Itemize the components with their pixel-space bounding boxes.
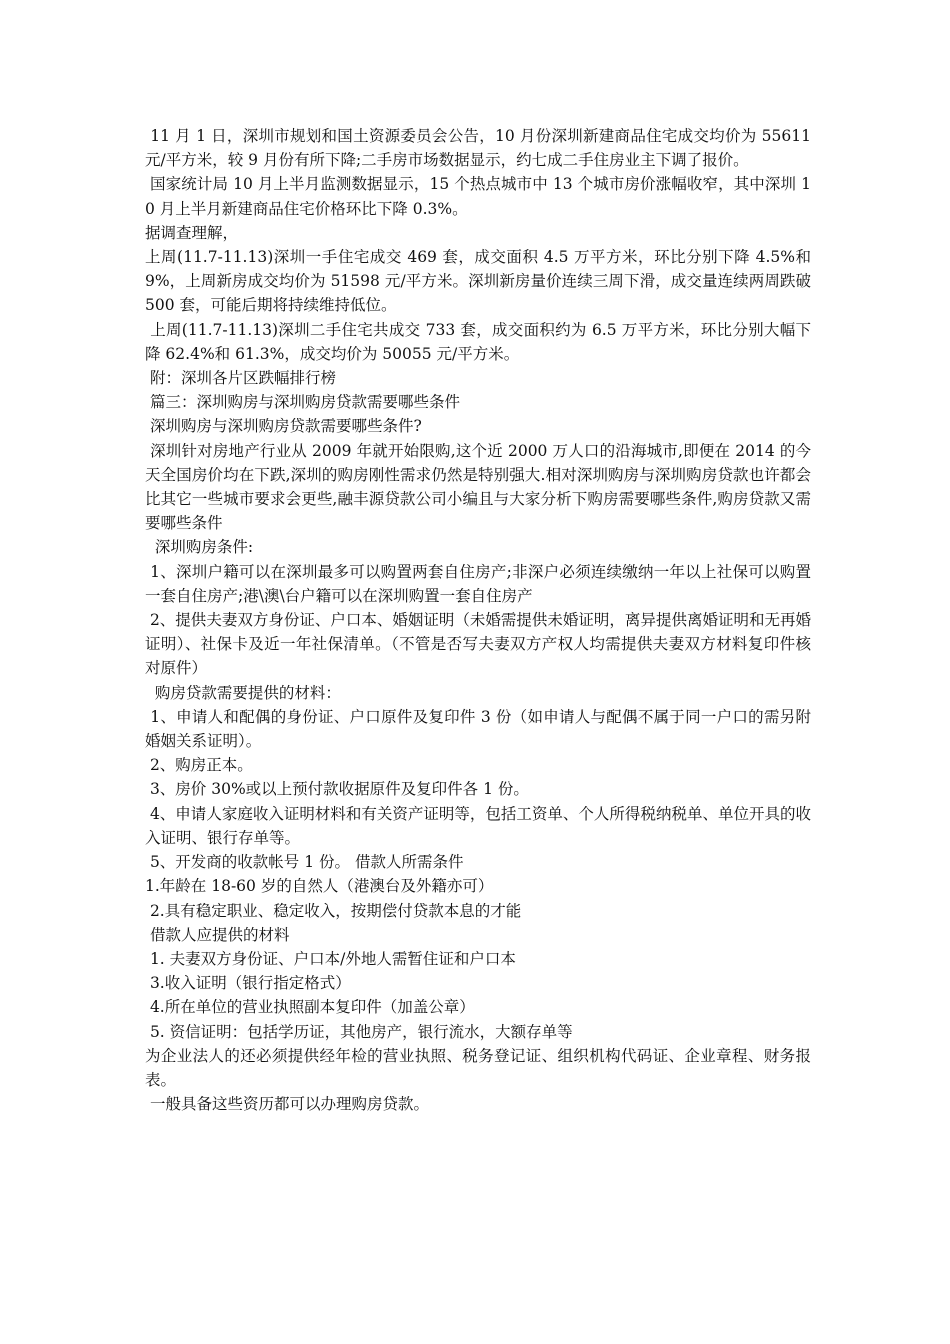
subheading: 深圳购房条件: — [145, 538, 254, 557]
paragraph: 据调查理解， — [145, 223, 239, 242]
list-item: 1、申请人和配偶的身份证、户口原件及复印件 3 份（如申请人与配偶不属于同一户口的需另附婚姻关系证明）。 — [145, 707, 811, 751]
list-item: 2.具有稳定职业、稳定收入，按期偿付贷款本息的才能 — [145, 901, 522, 920]
paragraph: 上周(11.7-11.13)深圳二手住宅共成交 733 套，成交面积约为 6.5 万平方米，环比分别大幅下降 62.4%和 61.3%，成交均价为 50055 元/平方米。 — [145, 320, 811, 363]
list-item: 4.所在单位的营业执照副本复印件（加盖公章） — [145, 998, 475, 1017]
paragraph: 一般具备这些资历都可以办理购房贷款。 — [145, 1095, 429, 1114]
section-heading: 篇三：深圳购房与深圳购房贷款需要哪些条件 — [145, 393, 460, 412]
list-item: 2、提供夫妻双方身份证、户口本、婚姻证明（未婚需提供未婚证明，离异提供离婚证明和无再婚证明）、社保卡及近一年社保清单。（不管是否写夫妻双方产权人均需提供夫妻双方材料复印件核对原件） — [145, 611, 811, 678]
list-item: 1、深圳户籍可以在深圳最多可以购置两套自住房产;非深户必须连续缴纳一年以上社保可以购置一套自住房产;港\澳\台户籍可以在深圳购置一套自住房产 — [145, 562, 811, 605]
paragraph: 深圳针对房地产行业从 2009 年就开始限购,这个近 2000 万人口的沿海城市,即便在 2014 的今天全国房价均在下跌,深圳的购房刚性需求仍然是特别强大.相对深圳购房与深圳购房贷款也许都会比其它一些城市要求会更些,融丰源贷款公司小编且与大家分析下购房需要哪些条件,购房贷款又需要哪些条件 — [145, 441, 811, 533]
list-item: 5. 资信证明：包括学历证，其他房产，银行流水，大额存单等 — [145, 1022, 573, 1041]
list-item: 1.年龄在 18-60 岁的自然人（港澳台及外籍亦可） — [145, 877, 494, 896]
paragraph: 附：深圳各片区跌幅排行榜 — [145, 369, 336, 388]
list-item: 3.收入证明（银行指定格式） — [145, 974, 351, 993]
paragraph: 为企业法人的还必须提供经年检的营业执照、税务登记证、组织机构代码证、企业章程、财务报表。 — [145, 1046, 811, 1089]
subheading: 借款人应提供的材料 — [145, 925, 290, 944]
subheading: 购房贷款需要提供的材料： — [145, 683, 341, 702]
paragraph: 国家统计局 10 月上半月监测数据显示，15 个热点城市中 13 个城市房价涨幅收窄，其中深圳 10 月上半月新建商品住宅价格环比下降 0.3%。 — [145, 175, 811, 218]
list-item: 4、申请人家庭收入证明材料和有关资产证明等，包括工资单、个人所得税纳税单、单位开具的收入证明、银行存单等。 — [145, 804, 811, 847]
paragraph: 深圳购房与深圳购房贷款需要哪些条件? — [145, 417, 422, 436]
list-item: 5、开发商的收款帐号 1 份。 借款人所需条件 — [145, 853, 464, 872]
paragraph: 11 月 1 日，深圳市规划和国土资源委员会公告，10 月份深圳新建商品住宅成交均价为 55611 元/平方米，较 9 月份有所下降;二手房市场数据显示，约七成二手住房业主下调了报价。 — [145, 127, 816, 170]
document-body — [145, 124, 816, 1116]
list-item: 2、购房正本。 — [145, 756, 253, 775]
paragraph: 上周(11.7-11.13)深圳一手住宅成交 469 套，成交面积 4.5 万平方米，环比分别下降 4.5%和 9%，上周新房成交均价为 51598 元/平方米。深圳新房量价连续三周下滑，成交量连续两周跌破 500 套，可能后期将持续维持低位。 — [145, 248, 816, 315]
list-item: 1. 夫妻双方身份证、户口本/外地人需暂住证和户口本 — [145, 949, 516, 968]
list-item: 3、房价 30%或以上预付款收据原件及复印件各 1 份。 — [145, 780, 529, 799]
